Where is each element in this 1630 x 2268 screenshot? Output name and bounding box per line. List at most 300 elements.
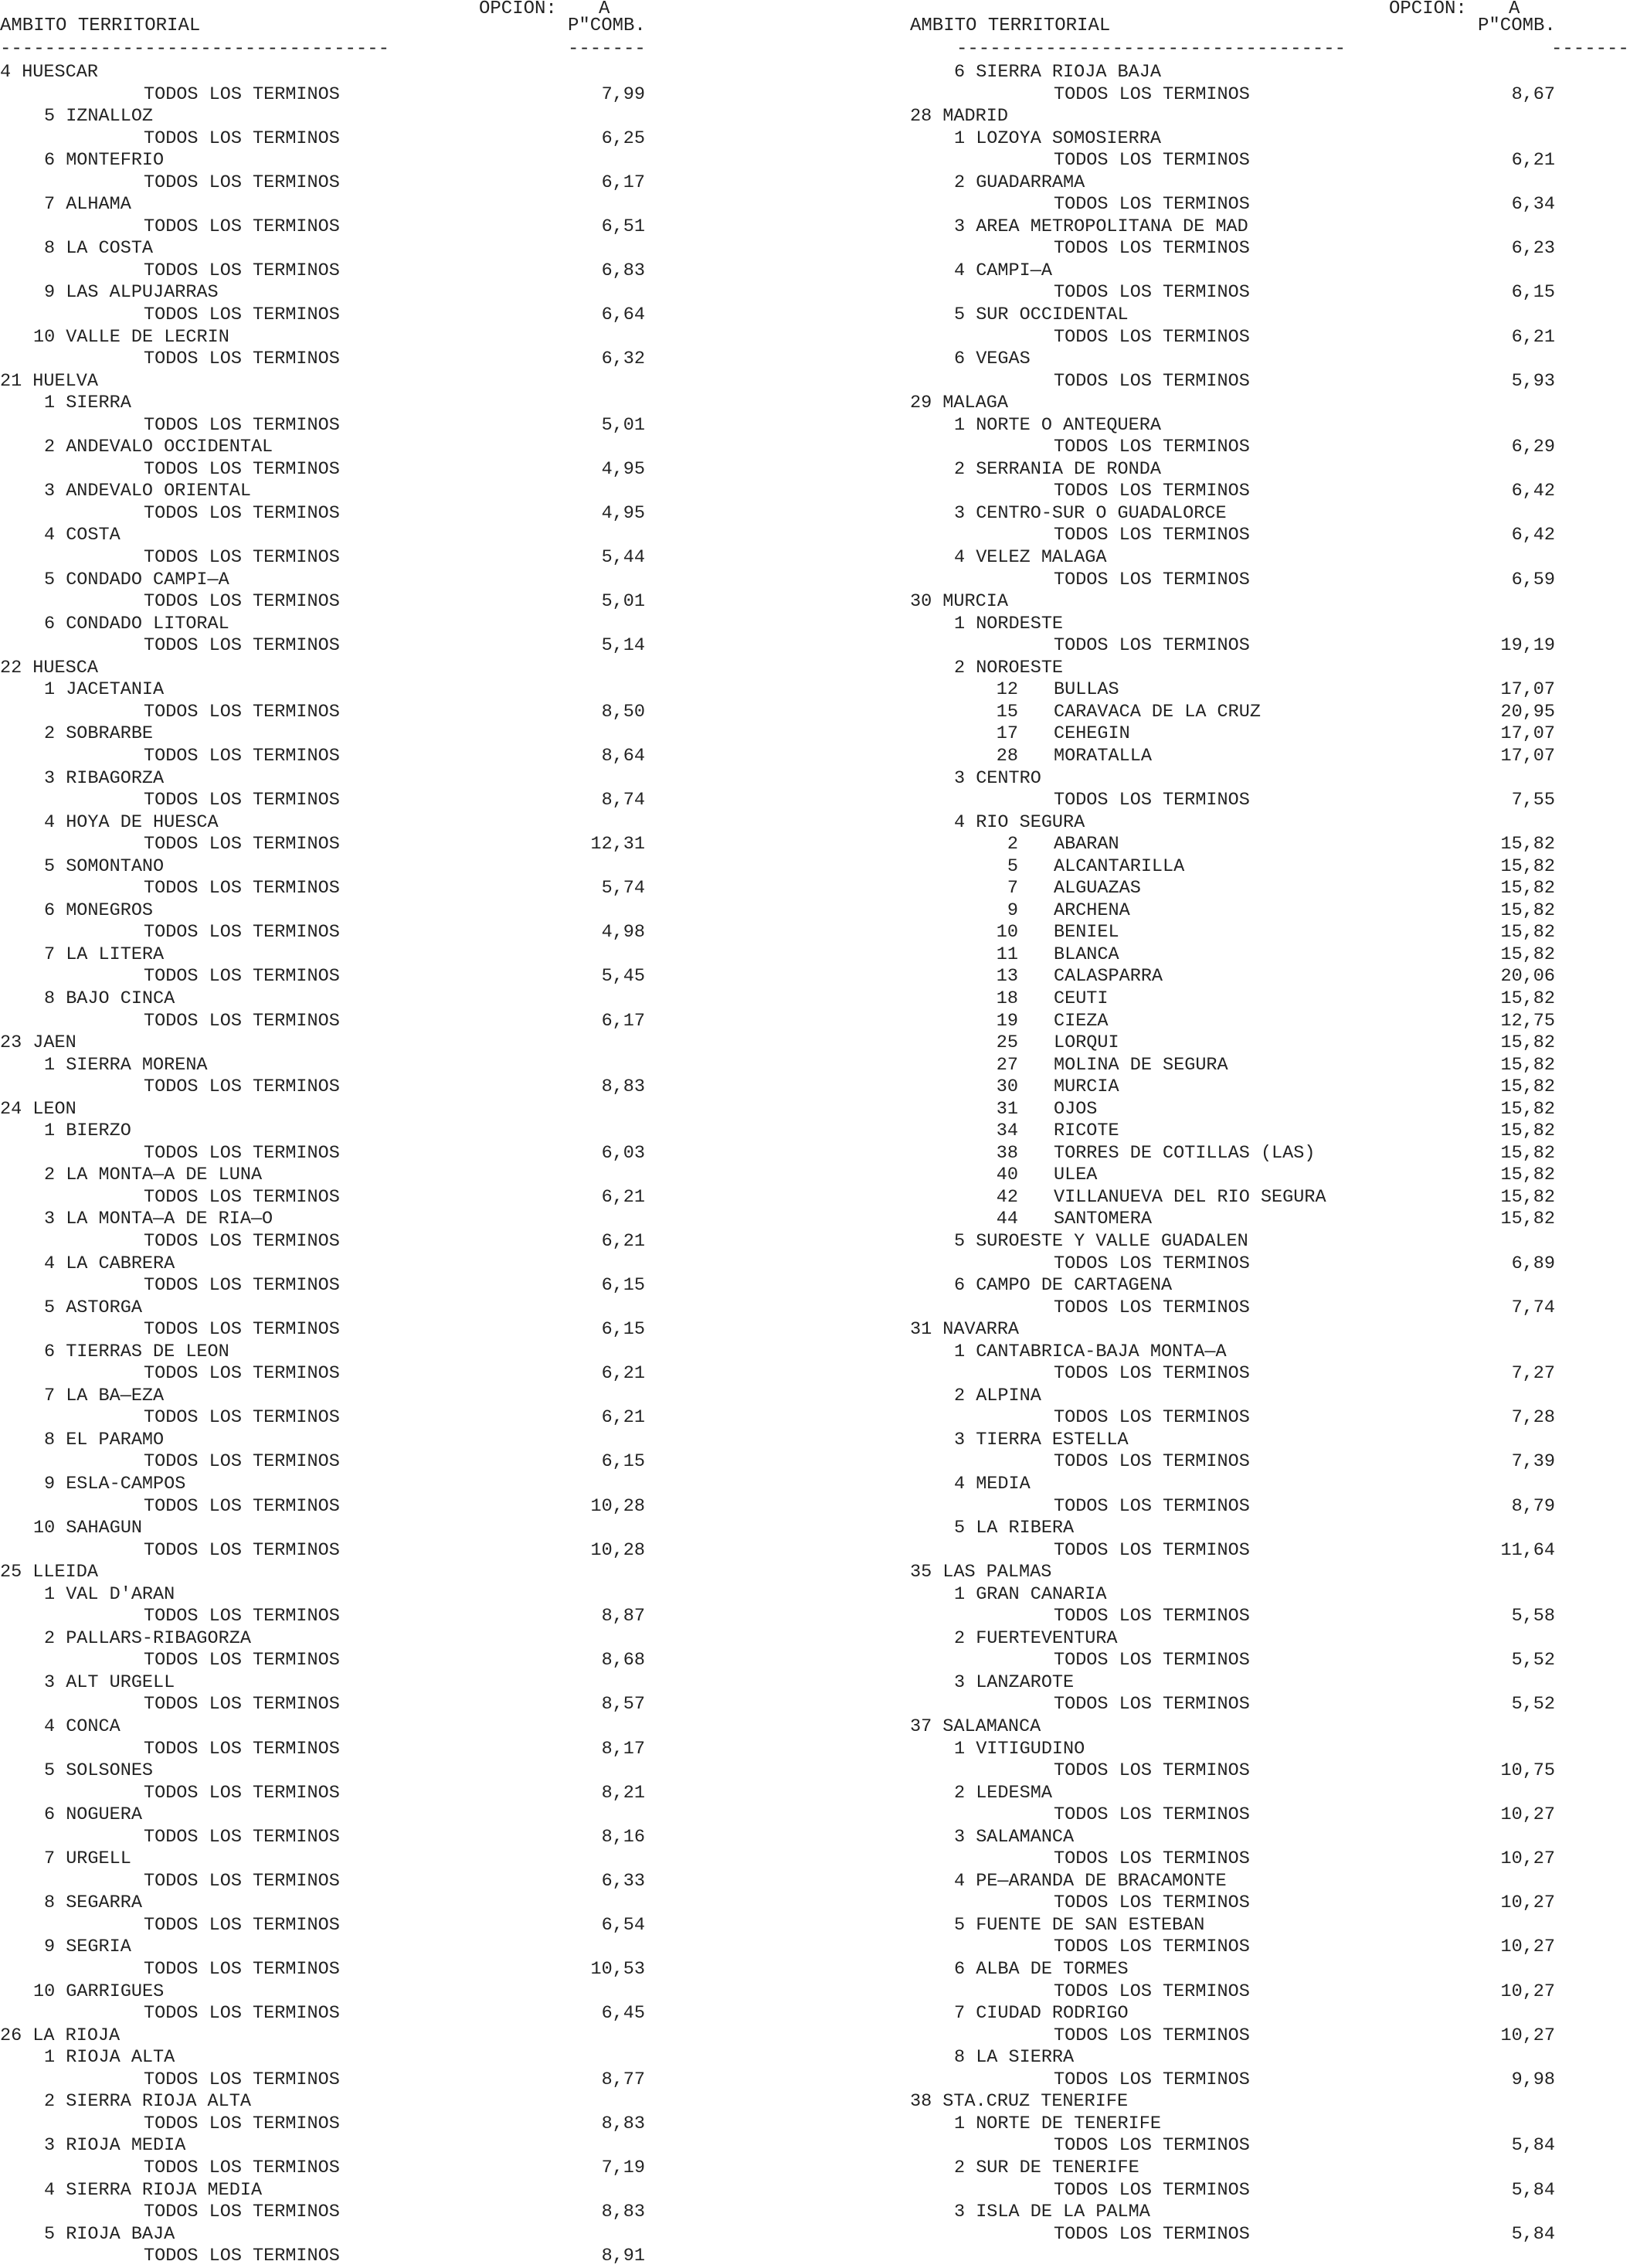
terminos-label: TODOS LOS TERMINOS: [1054, 83, 1250, 105]
comarca-row: [0, 1804, 657, 1827]
comarca-name: 5 LA RIBERA: [954, 1518, 1075, 1539]
comarca-row: [0, 525, 657, 547]
comarca-name: 8 SEGARRA: [44, 1892, 142, 1914]
municipio-code: 17: [996, 723, 1018, 745]
pcomb-value: 15,82: [1500, 878, 1555, 899]
terminos-label: TODOS LOS TERMINOS: [1054, 437, 1250, 458]
terminos-row: [910, 1848, 1630, 1871]
province-name: 26 LA RIOJA: [0, 2025, 121, 2046]
pcomb-value: 6,51: [601, 216, 645, 237]
pcomb-value: 8,87: [601, 1606, 645, 1627]
municipio-name: ARCHENA: [1054, 899, 1130, 921]
municipio-row: [910, 679, 1630, 702]
comarca-row: [910, 1386, 1630, 1408]
comarca-name: 3 AREA METROPOLITANA DE MAD: [954, 216, 1248, 237]
comarca-row: [910, 658, 1630, 680]
comarca-name: 1 LOZOYA SOMOSIERRA: [954, 128, 1161, 149]
comarca-row: [910, 1739, 1630, 1761]
pcomb-value: 6,21: [601, 1230, 645, 1252]
terminos-label: TODOS LOS TERMINOS: [144, 1319, 340, 1341]
rows: [0, 62, 657, 2268]
pcomb-value: 15,82: [1500, 1209, 1555, 1230]
municipio-code: 10: [996, 922, 1018, 944]
comarca-name: 4 VELEZ MALAGA: [954, 547, 1107, 569]
pcomb-value: 8,64: [601, 745, 645, 767]
pcomb-value: 6,33: [601, 1870, 645, 1892]
terminos-label: TODOS LOS TERMINOS: [144, 1959, 340, 1981]
municipio-row: [910, 1032, 1630, 1055]
comarca-name: 8 LA COSTA: [44, 238, 154, 260]
terminos-row: [910, 1694, 1630, 1716]
terminos-label: TODOS LOS TERMINOS: [144, 635, 340, 657]
terminos-label: TODOS LOS TERMINOS: [144, 1870, 340, 1892]
province-name: 29 MALAGA: [910, 393, 1008, 414]
terminos-row: [0, 172, 657, 195]
comarca-name: 2 ALPINA: [954, 1385, 1041, 1406]
terminos-label: TODOS LOS TERMINOS: [1054, 1363, 1250, 1385]
municipio-code: 9: [1007, 899, 1018, 921]
terminos-label: TODOS LOS TERMINOS: [144, 1275, 340, 1297]
pcomb-value: 17,07: [1500, 745, 1555, 767]
opcion-label: OPCION:: [479, 0, 557, 19]
column-left: [0, 0, 657, 2267]
municipio-code: 28: [996, 745, 1018, 767]
terminos-label: TODOS LOS TERMINOS: [1054, 370, 1250, 392]
terminos-label: TODOS LOS TERMINOS: [144, 2246, 340, 2267]
terminos-label: TODOS LOS TERMINOS: [144, 2003, 340, 2025]
pcomb-value: 8,68: [601, 1650, 645, 1671]
comarca-row: [0, 2047, 657, 2069]
comarca-row: [0, 1936, 657, 1959]
municipio-name: MURCIA: [1054, 1076, 1119, 1098]
comarca-name: 3 TIERRA ESTELLA: [954, 1429, 1129, 1450]
municipio-code: 11: [996, 944, 1018, 965]
province-name: 4 HUESCAR: [0, 62, 98, 83]
ambito-territorial-heading: AMBITO TERRITORIAL: [0, 15, 201, 36]
terminos-label: TODOS LOS TERMINOS: [1054, 282, 1250, 304]
municipio-code: 7: [1007, 878, 1018, 899]
pcomb-value: 8,91: [601, 2246, 645, 2267]
terminos-label: TODOS LOS TERMINOS: [144, 878, 340, 899]
pcomb-value: 6,17: [601, 1010, 645, 1032]
pcomb-value: 9,98: [1511, 2069, 1555, 2090]
comarca-name: 1 GRAN CANARIA: [954, 1583, 1107, 1605]
municipio-code: 2: [1007, 834, 1018, 855]
comarca-row: [0, 988, 657, 1011]
terminos-label: TODOS LOS TERMINOS: [144, 260, 340, 281]
province-name: 28 MADRID: [910, 106, 1008, 128]
comarca-name: 2 PALLARS-RIBAGORZA: [44, 1627, 251, 1649]
comarca-name: 7 LA BA—EZA: [44, 1385, 165, 1406]
comarca-row: [0, 437, 657, 459]
comarca-row: [910, 768, 1630, 791]
comarca-row: [0, 194, 657, 216]
comarca-row: [910, 1275, 1630, 1297]
pcomb-value: 6,17: [601, 172, 645, 193]
pcomb-value: 6,89: [1511, 1253, 1555, 1274]
pcomb-value: 15,82: [1500, 1165, 1555, 1186]
terminos-label: TODOS LOS TERMINOS: [144, 1363, 340, 1385]
terminos-row: [910, 2135, 1630, 2157]
terminos-row: [0, 591, 657, 614]
comarca-name: 1 VAL D'ARAN: [44, 1583, 175, 1605]
municipio-row: [910, 834, 1630, 856]
province-row: [910, 106, 1630, 128]
terminos-label: TODOS LOS TERMINOS: [1054, 2223, 1250, 2245]
terminos-label: TODOS LOS TERMINOS: [1054, 1650, 1250, 1671]
municipio-code: 40: [996, 1165, 1018, 1186]
terminos-row: [0, 1915, 657, 1937]
terminos-label: TODOS LOS TERMINOS: [1054, 2069, 1250, 2090]
terminos-row: [910, 1936, 1630, 1959]
comarca-row: [0, 570, 657, 592]
comarca-name: 9 LAS ALPUJARRAS: [44, 282, 219, 304]
municipio-name: BENIEL: [1054, 922, 1119, 944]
comarca-name: 8 LA SIERRA: [954, 2047, 1075, 2069]
terminos-label: TODOS LOS TERMINOS: [1054, 1694, 1250, 1715]
comarca-row: [910, 1871, 1630, 1893]
terminos-label: TODOS LOS TERMINOS: [1054, 2025, 1250, 2046]
pcomb-value: 15,82: [1500, 1054, 1555, 1076]
terminos-row: [910, 1804, 1630, 1827]
terminos-label: TODOS LOS TERMINOS: [1054, 326, 1250, 348]
pcomb-value: 15,82: [1500, 988, 1555, 1009]
pcomb-value: 6,25: [601, 128, 645, 149]
pcomb-value: 6,83: [601, 260, 645, 281]
pcomb-value: 5,52: [1511, 1650, 1555, 1671]
municipio-row: [910, 856, 1630, 879]
municipio-row: [910, 746, 1630, 768]
municipio-name: RICOTE: [1054, 1120, 1119, 1142]
terminos-row: [0, 1011, 657, 1033]
comarca-row: [0, 1584, 657, 1607]
municipio-row: [910, 702, 1630, 724]
terminos-label: TODOS LOS TERMINOS: [144, 834, 340, 855]
terminos-label: TODOS LOS TERMINOS: [144, 2113, 340, 2134]
terminos-row: [0, 304, 657, 327]
pcomb-value: 8,67: [1511, 83, 1555, 105]
municipio-row: [910, 900, 1630, 923]
comarca-row: [910, 260, 1630, 283]
municipio-row: [910, 1187, 1630, 1209]
terminos-row: [910, 2025, 1630, 2048]
municipio-code: 42: [996, 1186, 1018, 1208]
comarca-row: [0, 768, 657, 791]
terminos-row: [0, 1783, 657, 1805]
terminos-row: [910, 570, 1630, 592]
pcomb-value: 6,21: [601, 1407, 645, 1429]
pcomb-value: 5,01: [601, 414, 645, 436]
terminos-label: TODOS LOS TERMINOS: [144, 414, 340, 436]
rows: [910, 62, 1630, 2246]
municipio-name: MOLINA DE SEGURA: [1054, 1054, 1228, 1076]
pcomb-value: 8,83: [601, 1076, 645, 1098]
terminos-row: [0, 1694, 657, 1716]
terminos-row: [0, 1319, 657, 1341]
terminos-row: [910, 282, 1630, 304]
terminos-row: [910, 1407, 1630, 1430]
province-row: [0, 2025, 657, 2048]
pcomb-value: 8,17: [601, 1738, 645, 1760]
pcomb-value: 15,82: [1500, 1032, 1555, 1054]
terminos-row: [910, 1981, 1630, 2004]
terminos-label: TODOS LOS TERMINOS: [144, 2157, 340, 2178]
comarca-row: [910, 128, 1630, 151]
comarca-row: [0, 1518, 657, 1540]
pcomb-value: 12,75: [1500, 1010, 1555, 1032]
terminos-row: [0, 1143, 657, 1165]
pcomb-value: 10,53: [590, 1959, 645, 1981]
comarca-row: [910, 1827, 1630, 1849]
terminos-row: [0, 1275, 657, 1297]
municipio-name: VILLANUEVA DEL RIO SEGURA: [1054, 1186, 1326, 1208]
municipio-code: 18: [996, 988, 1018, 1009]
municipio-row: [910, 1076, 1630, 1099]
comarca-name: 1 RIOJA ALTA: [44, 2047, 175, 2069]
terminos-label: TODOS LOS TERMINOS: [1054, 238, 1250, 260]
terminos-row: [0, 1540, 657, 1562]
terminos-label: TODOS LOS TERMINOS: [144, 458, 340, 480]
terminos-row: [0, 1231, 657, 1253]
municipio-row: [910, 966, 1630, 988]
comarca-row: [0, 1120, 657, 1143]
comarca-row: [0, 1716, 657, 1739]
province-row: [910, 1319, 1630, 1341]
province-row: [0, 658, 657, 680]
comarca-name: 2 SUR DE TENERIFE: [954, 2157, 1139, 2178]
comarca-name: 4 MEDIA: [954, 1474, 1031, 1494]
municipio-code: 31: [996, 1098, 1018, 1120]
comarca-row: [0, 327, 657, 349]
comarca-name: 6 VEGAS: [954, 349, 1031, 370]
comarca-row: [910, 2047, 1630, 2069]
comarca-name: 3 LA MONTA—A DE RIA—O: [44, 1209, 273, 1230]
header-rule-left: -----------------------------------: [0, 39, 390, 60]
municipio-row: [910, 922, 1630, 944]
terminos-label: TODOS LOS TERMINOS: [1054, 1848, 1250, 1870]
terminos-row: [0, 878, 657, 900]
comarca-name: 2 ANDEVALO OCCIDENTAL: [44, 437, 273, 458]
header-rule-right: -------: [568, 39, 646, 60]
pcomb-value: 6,03: [601, 1142, 645, 1164]
municipio-row: [910, 944, 1630, 967]
pcomb-value: 8,50: [601, 701, 645, 723]
comarca-name: 4 HOYA DE HUESCA: [44, 811, 219, 833]
municipio-name: CEHEGIN: [1054, 723, 1130, 745]
terminos-label: TODOS LOS TERMINOS: [1054, 635, 1250, 657]
comarca-name: 3 CENTRO-SUR O GUADALORCE: [954, 502, 1227, 524]
comarca-name: 9 ESLA-CAMPOS: [44, 1474, 186, 1494]
terminos-row: [0, 503, 657, 525]
comarca-row: [0, 2180, 657, 2202]
municipio-name: ALGUAZAS: [1054, 878, 1141, 899]
comarca-row: [0, 723, 657, 746]
municipio-name: TORRES DE COTILLAS (LAS): [1054, 1142, 1316, 1164]
terminos-label: TODOS LOS TERMINOS: [144, 216, 340, 237]
pcomb-value: 5,01: [601, 591, 645, 613]
pcomb-value: 7,99: [601, 83, 645, 105]
terminos-row: [0, 1871, 657, 1893]
comarca-row: [910, 503, 1630, 525]
terminos-row: [910, 1540, 1630, 1562]
pcomb-value: 10,27: [1500, 2025, 1555, 2046]
terminos-label: TODOS LOS TERMINOS: [144, 304, 340, 326]
comarca-name: 2 LA MONTA—A DE LUNA: [44, 1165, 263, 1186]
terminos-row: [0, 2069, 657, 2092]
province-row: [910, 591, 1630, 614]
province-name: 21 HUELVA: [0, 370, 98, 392]
comarca-row: [910, 349, 1630, 371]
terminos-label: TODOS LOS TERMINOS: [144, 547, 340, 569]
column-right: [910, 0, 1630, 2245]
pcomb-value: 5,93: [1511, 370, 1555, 392]
municipio-name: BLANCA: [1054, 944, 1119, 965]
comarca-name: 9 SEGRIA: [44, 1936, 131, 1958]
comarca-name: 3 RIBAGORZA: [44, 767, 165, 789]
comarca-row: [0, 1474, 657, 1496]
terminos-label: TODOS LOS TERMINOS: [1054, 1760, 1250, 1782]
terminos-label: TODOS LOS TERMINOS: [1054, 1539, 1250, 1561]
pcomb-value: 5,14: [601, 635, 645, 657]
comarca-name: 4 COSTA: [44, 525, 121, 546]
comarca-row: [0, 944, 657, 967]
terminos-label: TODOS LOS TERMINOS: [1054, 2179, 1250, 2201]
terminos-label: TODOS LOS TERMINOS: [144, 966, 340, 988]
municipio-row: [910, 1143, 1630, 1165]
municipio-name: OJOS: [1054, 1098, 1098, 1120]
terminos-label: TODOS LOS TERMINOS: [144, 591, 340, 613]
comarca-row: [0, 1892, 657, 1915]
pcomb-value: 5,84: [1511, 2179, 1555, 2201]
municipio-name: CIEZA: [1054, 1010, 1109, 1032]
comarca-row: [0, 2135, 657, 2157]
comarca-name: 2 SIERRA RIOJA ALTA: [44, 2091, 251, 2113]
pcomb-value: 5,58: [1511, 1606, 1555, 1627]
terminos-label: TODOS LOS TERMINOS: [1054, 1804, 1250, 1826]
province-name: 23 JAEN: [0, 1032, 76, 1054]
comarca-row: [0, 1386, 657, 1408]
comarca-name: 1 VITIGUDINO: [954, 1738, 1085, 1760]
comarca-row: [910, 1783, 1630, 1805]
terminos-row: [910, 84, 1630, 107]
comarca-row: [0, 1760, 657, 1783]
terminos-label: TODOS LOS TERMINOS: [144, 1606, 340, 1627]
pcomb-value: 6,29: [1511, 437, 1555, 458]
pcomb-value: 6,34: [1511, 194, 1555, 216]
comarca-row: [0, 1055, 657, 1077]
comarca-name: 2 SERRANIA DE RONDA: [954, 458, 1161, 480]
pcomb-value: 15,82: [1500, 855, 1555, 877]
comarca-name: 4 LA CABRERA: [44, 1253, 175, 1274]
municipio-name: CALASPARRA: [1054, 966, 1163, 988]
comarca-row: [910, 1474, 1630, 1496]
municipio-name: MORATALLA: [1054, 745, 1152, 767]
terminos-row: [0, 1827, 657, 1849]
pcomb-value: 8,77: [601, 2069, 645, 2090]
comarca-row: [910, 547, 1630, 570]
municipio-row: [910, 1120, 1630, 1143]
pcomb-value: 7,74: [1511, 1297, 1555, 1318]
comarca-row: [0, 856, 657, 879]
pcomb-value: 17,07: [1500, 679, 1555, 701]
comarca-name: 6 NOGUERA: [44, 1804, 142, 1826]
ambito-territorial-heading: AMBITO TERRITORIAL: [910, 15, 1111, 36]
terminos-row: [0, 1739, 657, 1761]
terminos-row: [0, 1959, 657, 1981]
pcomb-value: 7,39: [1511, 1451, 1555, 1473]
comarca-name: 4 CONCA: [44, 1716, 121, 1738]
comarca-name: 5 ASTORGA: [44, 1297, 142, 1318]
province-name: 35 LAS PALMAS: [910, 1562, 1052, 1583]
province-row: [0, 62, 657, 84]
pcomb-value: 11,64: [1500, 1539, 1555, 1561]
comarca-row: [910, 614, 1630, 636]
comarca-row: [0, 106, 657, 128]
municipio-name: SANTOMERA: [1054, 1209, 1152, 1230]
terminos-label: TODOS LOS TERMINOS: [1054, 1407, 1250, 1429]
pcomb-value: 5,84: [1511, 2135, 1555, 2157]
comarca-name: 6 CONDADO LITORAL: [44, 613, 229, 634]
terminos-row: [910, 437, 1630, 459]
comarca-row: [0, 481, 657, 503]
comarca-name: 5 SOMONTANO: [44, 855, 165, 877]
pcomb-value: 6,42: [1511, 525, 1555, 546]
comarca-row: [0, 1672, 657, 1695]
pcomb-value: 6,15: [1511, 282, 1555, 304]
terminos-label: TODOS LOS TERMINOS: [1054, 1253, 1250, 1274]
terminos-row: [910, 371, 1630, 393]
terminos-label: TODOS LOS TERMINOS: [144, 2069, 340, 2090]
pcomb-value: 20,06: [1500, 966, 1555, 988]
pcomb-value: 6,21: [601, 1363, 645, 1385]
pcomb-value: 7,19: [601, 2157, 645, 2178]
pcomb-value: 8,79: [1511, 1495, 1555, 1517]
comarca-row: [0, 614, 657, 636]
pcomb-value: 15,82: [1500, 1186, 1555, 1208]
pcomb-heading: P"COMB.: [1478, 15, 1556, 36]
terminos-label: TODOS LOS TERMINOS: [144, 1738, 340, 1760]
comarca-row: [0, 1209, 657, 1231]
comarca-row: [0, 2224, 657, 2246]
province-row: [910, 1562, 1630, 1584]
terminos-label: TODOS LOS TERMINOS: [144, 1186, 340, 1208]
pcomb-value: 8,83: [601, 2202, 645, 2223]
comarca-row: [0, 393, 657, 415]
terminos-row: [0, 547, 657, 570]
municipio-row: [910, 1209, 1630, 1231]
pcomb-value: 10,27: [1500, 1892, 1555, 1914]
terminos-row: [0, 702, 657, 724]
terminos-row: [0, 966, 657, 988]
terminos-row: [910, 1650, 1630, 1672]
terminos-label: TODOS LOS TERMINOS: [144, 1826, 340, 1848]
comarca-row: [910, 1518, 1630, 1540]
terminos-label: TODOS LOS TERMINOS: [144, 1650, 340, 1671]
terminos-row: [0, 2113, 657, 2136]
terminos-row: [0, 746, 657, 768]
comarca-name: 1 JACETANIA: [44, 679, 165, 701]
pcomb-value: 6,15: [601, 1451, 645, 1473]
pcomb-value: 6,15: [601, 1319, 645, 1341]
pcomb-value: 8,83: [601, 2113, 645, 2134]
pcomb-value: 7,55: [1511, 790, 1555, 811]
terminos-label: TODOS LOS TERMINOS: [1054, 1981, 1250, 2002]
municipio-row: [910, 1165, 1630, 1187]
comarca-row: [0, 1981, 657, 2004]
pcomb-value: 15,82: [1500, 1098, 1555, 1120]
comarca-row: [910, 1430, 1630, 1452]
terminos-row: [910, 1297, 1630, 1320]
